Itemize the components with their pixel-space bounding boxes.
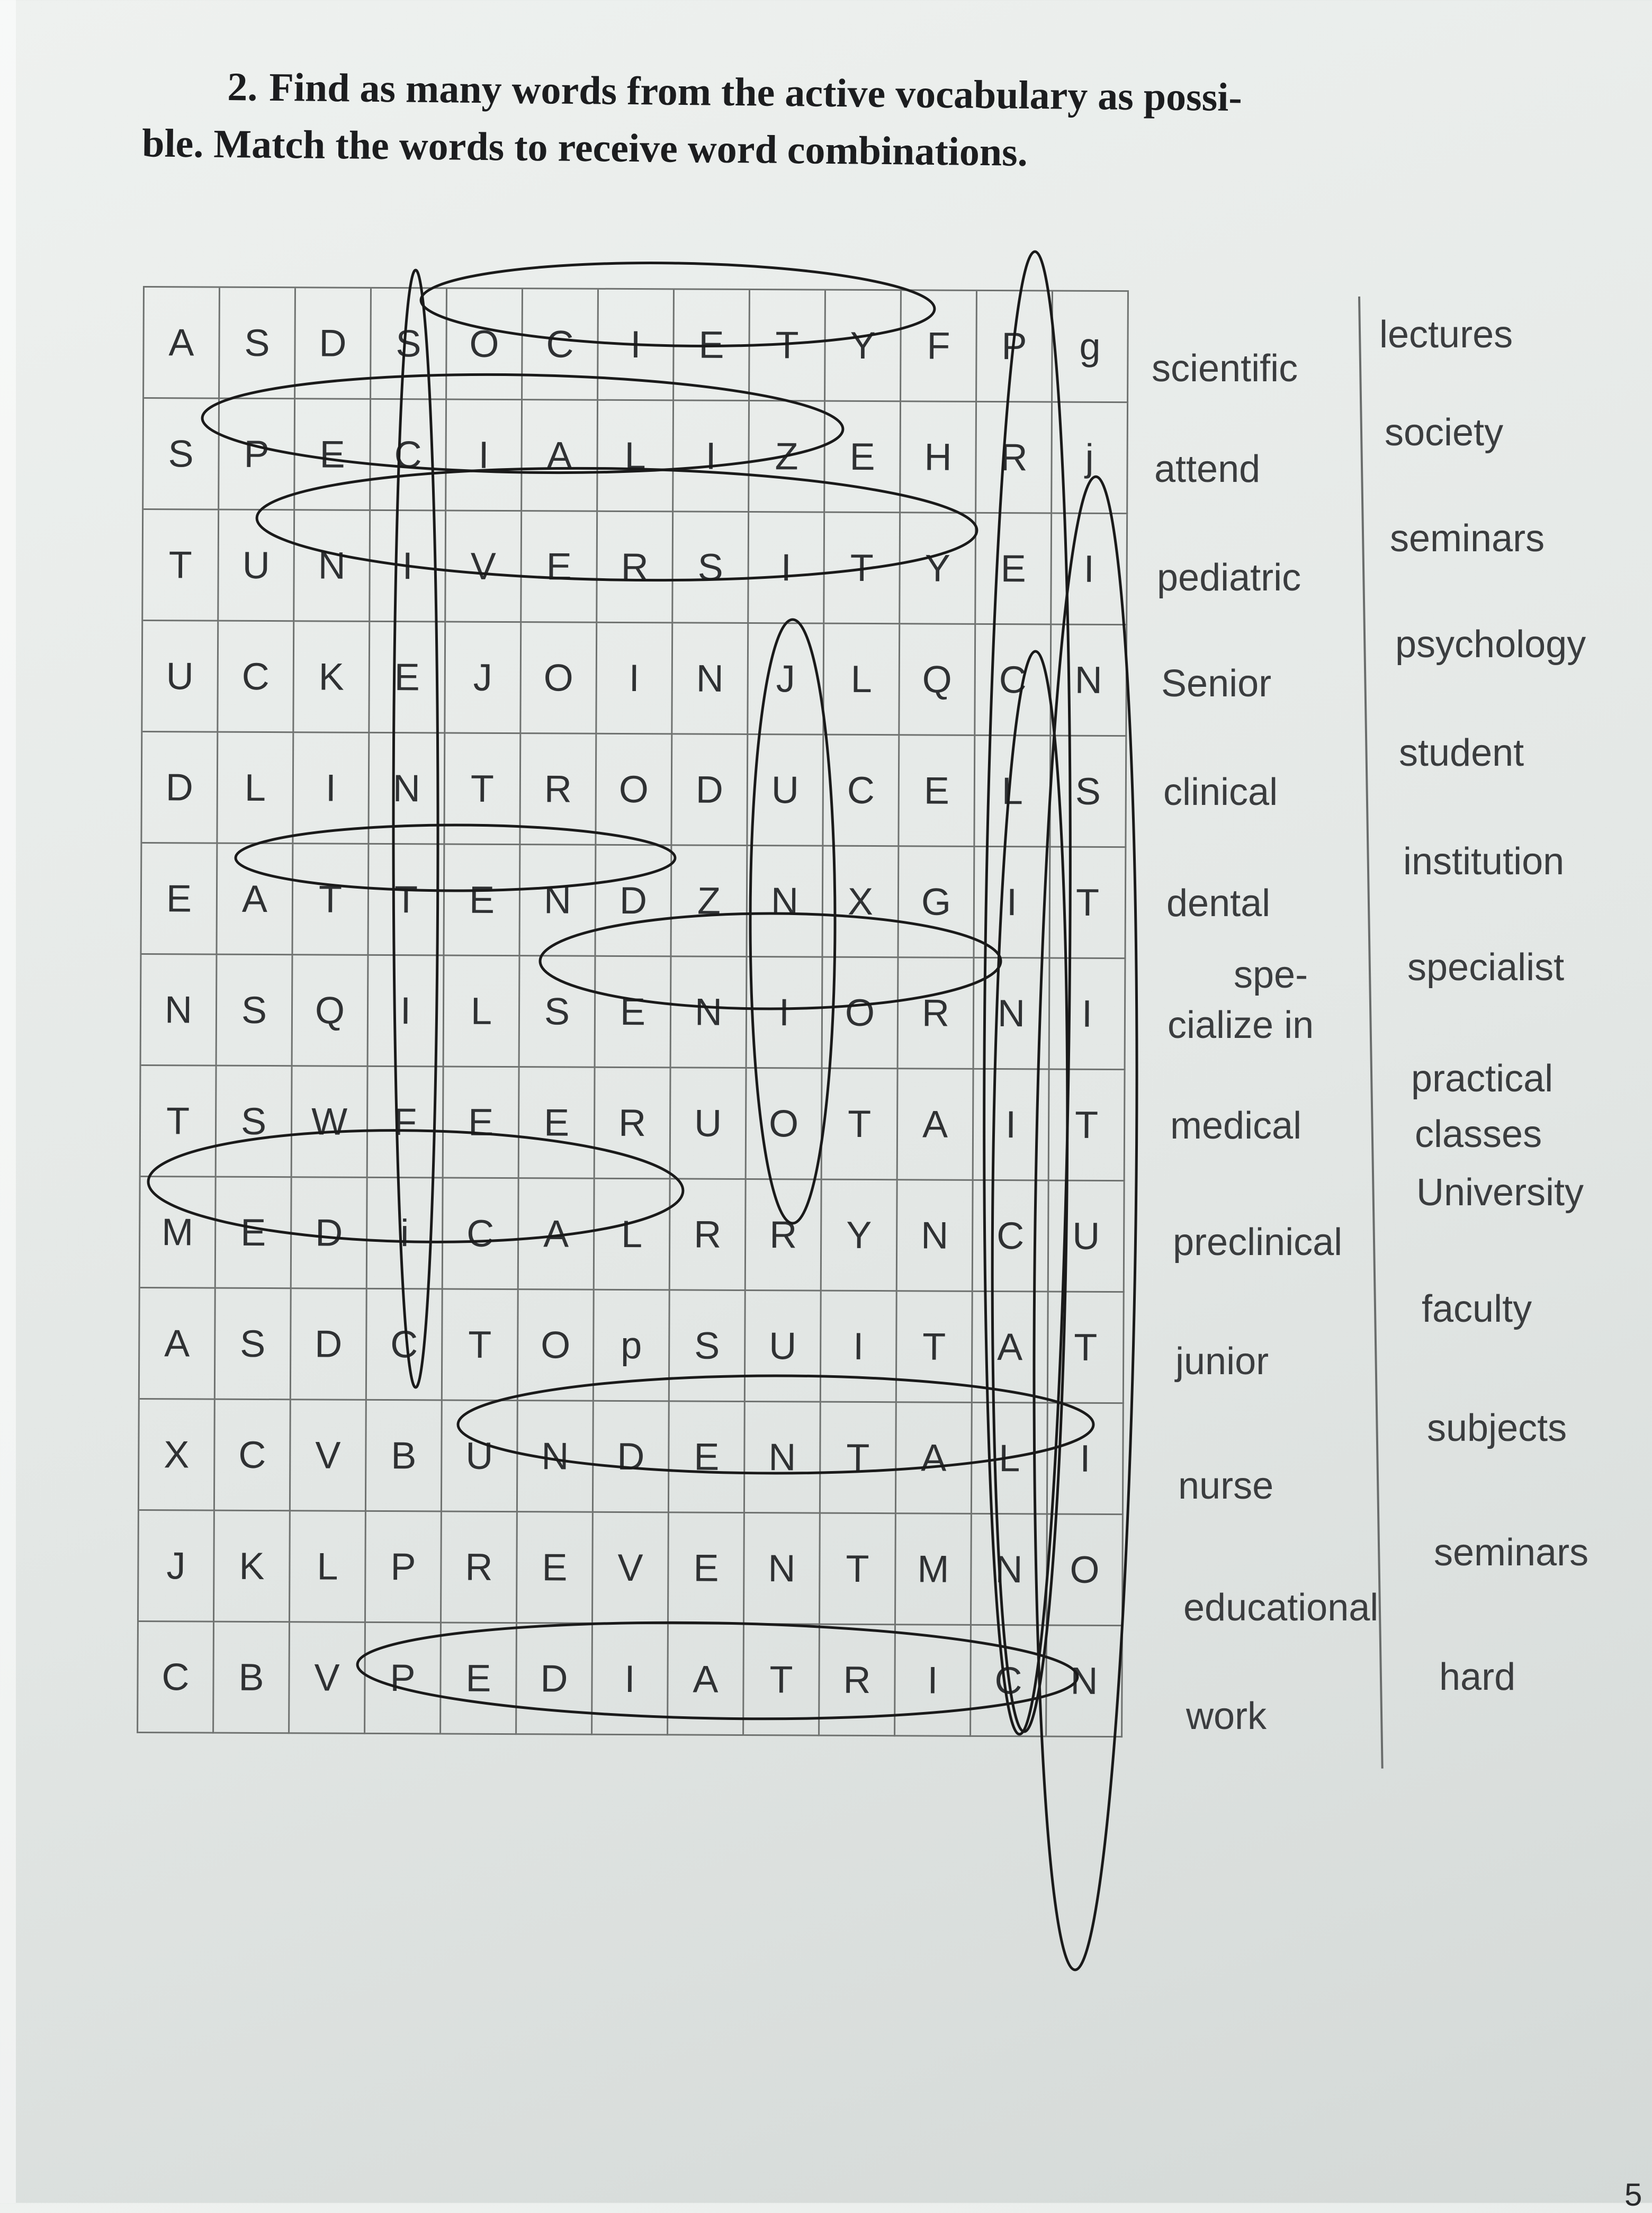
grid-cell: I (974, 847, 1051, 959)
grid-cell: K (294, 622, 370, 733)
exercise-number: 2. (227, 64, 258, 110)
right-word: faculty (1422, 1288, 1532, 1330)
grid-cell: L (975, 736, 1051, 848)
grid-cell: O (747, 1069, 823, 1180)
grid-cell: P (366, 1512, 442, 1624)
grid-cell: I (1052, 514, 1128, 625)
grid-cell: R (820, 1625, 896, 1737)
grid-cell: M (140, 1177, 217, 1289)
grid-cell: V (291, 1400, 367, 1512)
grid-cell: E (441, 1623, 517, 1735)
grid-cell: X (139, 1400, 216, 1511)
grid-cell: J (445, 623, 522, 734)
grid-cell: N (972, 1515, 1048, 1626)
grid-cell: R (595, 1068, 671, 1180)
grid-cell: K (214, 1511, 291, 1623)
grid-cell: Z (749, 401, 825, 513)
right-word: institution (1403, 840, 1565, 883)
grid-cell: G (899, 847, 975, 958)
grid-cell: O (521, 623, 597, 734)
grid-cell: T (443, 1289, 519, 1401)
grid-cell: I (369, 956, 445, 1068)
grid-cell: I (370, 511, 446, 623)
grid-cell: N (520, 845, 596, 957)
grid-cell: N (1051, 625, 1127, 737)
left-word: junior (1175, 1340, 1269, 1383)
right-word: practical (1411, 1058, 1554, 1100)
grid-cell: N (744, 1513, 821, 1625)
grid-cell: E (370, 622, 446, 734)
grid-cell: p (594, 1291, 670, 1402)
grid-cell: L (290, 1511, 366, 1623)
grid-cell: C (971, 1626, 1047, 1737)
grid-cell: E (295, 399, 371, 511)
grid-cell: S (670, 1291, 746, 1402)
grid-cell: M (896, 1514, 972, 1626)
grid-cell: S (371, 289, 447, 400)
grid-cell: E (519, 1068, 596, 1179)
grid-cell: O (447, 289, 523, 401)
grid-cell: R (520, 734, 597, 846)
grid-cell: C (443, 1178, 519, 1290)
grid-cell: I (293, 733, 370, 845)
grid-cell: T (143, 510, 219, 622)
grid-cell: T (1048, 1292, 1125, 1404)
grid-cell: N (518, 1401, 594, 1513)
grid-cell: X (823, 847, 899, 958)
grid-cell: E (444, 1067, 520, 1179)
grid-cell: E (669, 1402, 746, 1513)
left-word: Senior (1161, 662, 1272, 705)
right-word: lectures (1379, 313, 1513, 356)
grid-cell: T (821, 1403, 897, 1515)
right-word: specialist (1407, 946, 1565, 989)
grid-cell: O (823, 958, 899, 1070)
grid-cell: T (1049, 1070, 1126, 1181)
grid-cell: V (290, 1623, 366, 1734)
grid-cell: T (1050, 847, 1126, 959)
grid-cell: A (140, 1288, 216, 1400)
grid-cell: I (747, 957, 823, 1069)
column-divider (1358, 297, 1384, 1769)
left-word: pediatric (1157, 557, 1301, 599)
grid-cell: I (598, 290, 675, 401)
grid-cell: J (748, 624, 824, 736)
grid-cell: N (141, 955, 218, 1067)
instruction-line-1: Find as many words from the active vocabulary as possi- (268, 65, 1243, 120)
grid-cell: R (442, 1512, 518, 1624)
grid-cell: I (674, 401, 750, 513)
right-word: seminars (1434, 1531, 1589, 1574)
exercise-instruction (141, 58, 1541, 186)
right-word: student (1399, 732, 1524, 774)
grid-cell: N (294, 510, 371, 622)
grid-cell: T (369, 845, 445, 956)
grid-cell: B (366, 1401, 443, 1512)
grid-cell: T (141, 1066, 217, 1178)
grid-cell: R (899, 958, 975, 1070)
grid-cell: C (823, 736, 900, 847)
page-number: 5 (1624, 2177, 1642, 2212)
grid-cell: O (596, 734, 672, 846)
page-edge (0, 0, 16, 2203)
grid-cell: F (901, 291, 977, 402)
grid-cell: P (365, 1623, 442, 1735)
grid-cell: D (142, 732, 218, 844)
grid-cell: I (446, 400, 523, 512)
grid-cell: E (669, 1513, 745, 1625)
grid-cell: Q (900, 624, 976, 736)
grid-cell: Z (671, 846, 748, 957)
grid-cell: A (519, 1179, 595, 1291)
grid-cell: T (445, 734, 521, 846)
grid-cell: B (214, 1623, 290, 1734)
grid-cell: S (216, 1289, 292, 1401)
grid-cell: A (217, 844, 293, 956)
grid-cell: N (672, 623, 749, 735)
grid-cell: T (750, 290, 826, 402)
grid-cell: E (674, 290, 750, 401)
grid-cell: S (217, 1067, 293, 1178)
left-word: clinical (1163, 771, 1278, 813)
grid-cell: L (598, 401, 674, 513)
grid-cell: E (216, 1178, 292, 1289)
left-word: preclinical (1173, 1221, 1343, 1264)
grid-cell: Y (900, 513, 976, 625)
right-word: hard (1439, 1656, 1516, 1698)
grid-cell: D (292, 1178, 368, 1289)
grid-cell: T (293, 844, 369, 956)
grid-cell: E (825, 402, 901, 514)
grid-cell: E (444, 845, 520, 956)
grid-cell: D (517, 1624, 593, 1735)
grid-cell: V (446, 512, 522, 623)
grid-cell: I (895, 1625, 972, 1737)
grid-cell: S (673, 512, 749, 624)
grid-cell: S (520, 956, 596, 1068)
grid-cell: I (597, 623, 673, 735)
grid-cell: C (367, 1289, 443, 1401)
left-word: work (1186, 1695, 1267, 1737)
right-word: classes (1415, 1113, 1542, 1155)
grid-cell: E (976, 514, 1052, 625)
grid-cell: O (518, 1290, 595, 1402)
grid-cell: T (822, 1069, 899, 1181)
right-word: University (1416, 1171, 1584, 1214)
grid-cell: L (595, 1179, 671, 1291)
grid-cell: D (295, 288, 372, 400)
grid-cell: I (974, 1070, 1050, 1181)
right-word: society (1385, 411, 1504, 454)
grid-cell: C (975, 625, 1052, 737)
grid-cell: P (977, 291, 1053, 403)
grid-cell: I (592, 1624, 669, 1736)
grid-cell: L (444, 956, 520, 1068)
grid-cell: N (671, 957, 748, 1069)
left-word: medical (1170, 1105, 1302, 1147)
grid-cell: N (974, 958, 1051, 1070)
right-word: seminars (1390, 517, 1545, 560)
grid-cell: N (1047, 1626, 1123, 1737)
grid-cell: I (1048, 1403, 1124, 1515)
grid-cell: I (821, 1292, 897, 1403)
grid-cell: Y (825, 291, 902, 402)
left-word: dental (1166, 882, 1271, 925)
grid-cell: C (973, 1181, 1049, 1293)
grid-cell: Q (293, 955, 369, 1067)
grid-cell: E (596, 957, 672, 1069)
grid-cell: S (143, 399, 220, 510)
grid-cell: Y (822, 1180, 898, 1292)
grid-cell: C (215, 1400, 291, 1512)
grid-cell: O (1047, 1515, 1124, 1626)
left-word: spe- (1234, 954, 1308, 996)
instruction-line-2: ble. Match the words to receive word combinations. (141, 121, 1028, 175)
grid-cell: A (973, 1292, 1049, 1404)
grid-cell: N (369, 733, 445, 845)
grid-cell: E (899, 736, 975, 847)
grid-cell: R (976, 402, 1053, 514)
grid-cell: W (292, 1067, 369, 1178)
right-word: psychology (1395, 623, 1586, 666)
grid-cell: U (1049, 1181, 1125, 1293)
grid-cell: C (138, 1622, 214, 1734)
grid-cell: H (901, 402, 977, 514)
right-word: subjects (1427, 1407, 1567, 1449)
grid-cell: A (668, 1624, 744, 1736)
grid-cell: R (670, 1179, 747, 1291)
grid-cell: L (972, 1403, 1048, 1515)
grid-cell: R (597, 512, 674, 624)
grid-cell: C (371, 400, 447, 512)
grid-cell: E (517, 1512, 594, 1624)
grid-cell: U (746, 1291, 822, 1403)
grid-cell: A (144, 288, 220, 399)
grid-cell: E (141, 844, 218, 955)
left-word: attend (1154, 448, 1261, 490)
grid-cell: D (594, 1402, 670, 1513)
grid-cell: J (139, 1511, 215, 1623)
grid-cell: V (593, 1513, 669, 1625)
grid-cell: T (824, 513, 901, 625)
grid-cell: C (523, 289, 599, 401)
grid-cell: T (897, 1292, 973, 1403)
grid-cell: N (897, 1180, 974, 1292)
grid-cell: L (218, 733, 294, 845)
grid-cell: N (747, 846, 823, 958)
grid-cell: g (1053, 292, 1129, 404)
grid-cell: U (671, 1068, 747, 1180)
grid-cell: T (820, 1514, 896, 1626)
grid-cell: P (219, 399, 295, 511)
grid-cell: S (220, 288, 296, 400)
grid-cell: N (745, 1402, 821, 1514)
grid-cell: S (1051, 736, 1127, 848)
left-word: nurse (1178, 1465, 1274, 1507)
grid-cell: I (749, 513, 825, 624)
grid-cell: A (522, 400, 598, 512)
grid-cell: D (672, 734, 748, 846)
grid-cell: I (1050, 958, 1126, 1070)
grid-cell: S (217, 955, 293, 1067)
grid-cell: U (142, 621, 219, 733)
grid-cell: E (522, 512, 598, 623)
grid-cell: D (291, 1289, 367, 1401)
left-word: cialize in (1168, 1004, 1314, 1046)
grid-cell: A (898, 1069, 974, 1181)
grid-cell: i (367, 1178, 444, 1290)
left-word: educational (1183, 1587, 1379, 1629)
grid-cell: R (746, 1180, 822, 1292)
grid-cell: j (1052, 402, 1128, 514)
grid-cell: U (748, 735, 824, 847)
grid-cell: D (596, 846, 672, 957)
grid-cell: L (824, 624, 900, 736)
grid-cell: A (896, 1403, 973, 1515)
word-search-grid (137, 286, 1129, 1737)
grid-cell: U (442, 1401, 518, 1512)
grid-cell: U (219, 510, 295, 622)
left-word: scientific (1152, 347, 1298, 390)
grid-cell: C (218, 622, 294, 733)
grid-cell: T (744, 1625, 820, 1736)
grid-cell: F (368, 1067, 444, 1179)
